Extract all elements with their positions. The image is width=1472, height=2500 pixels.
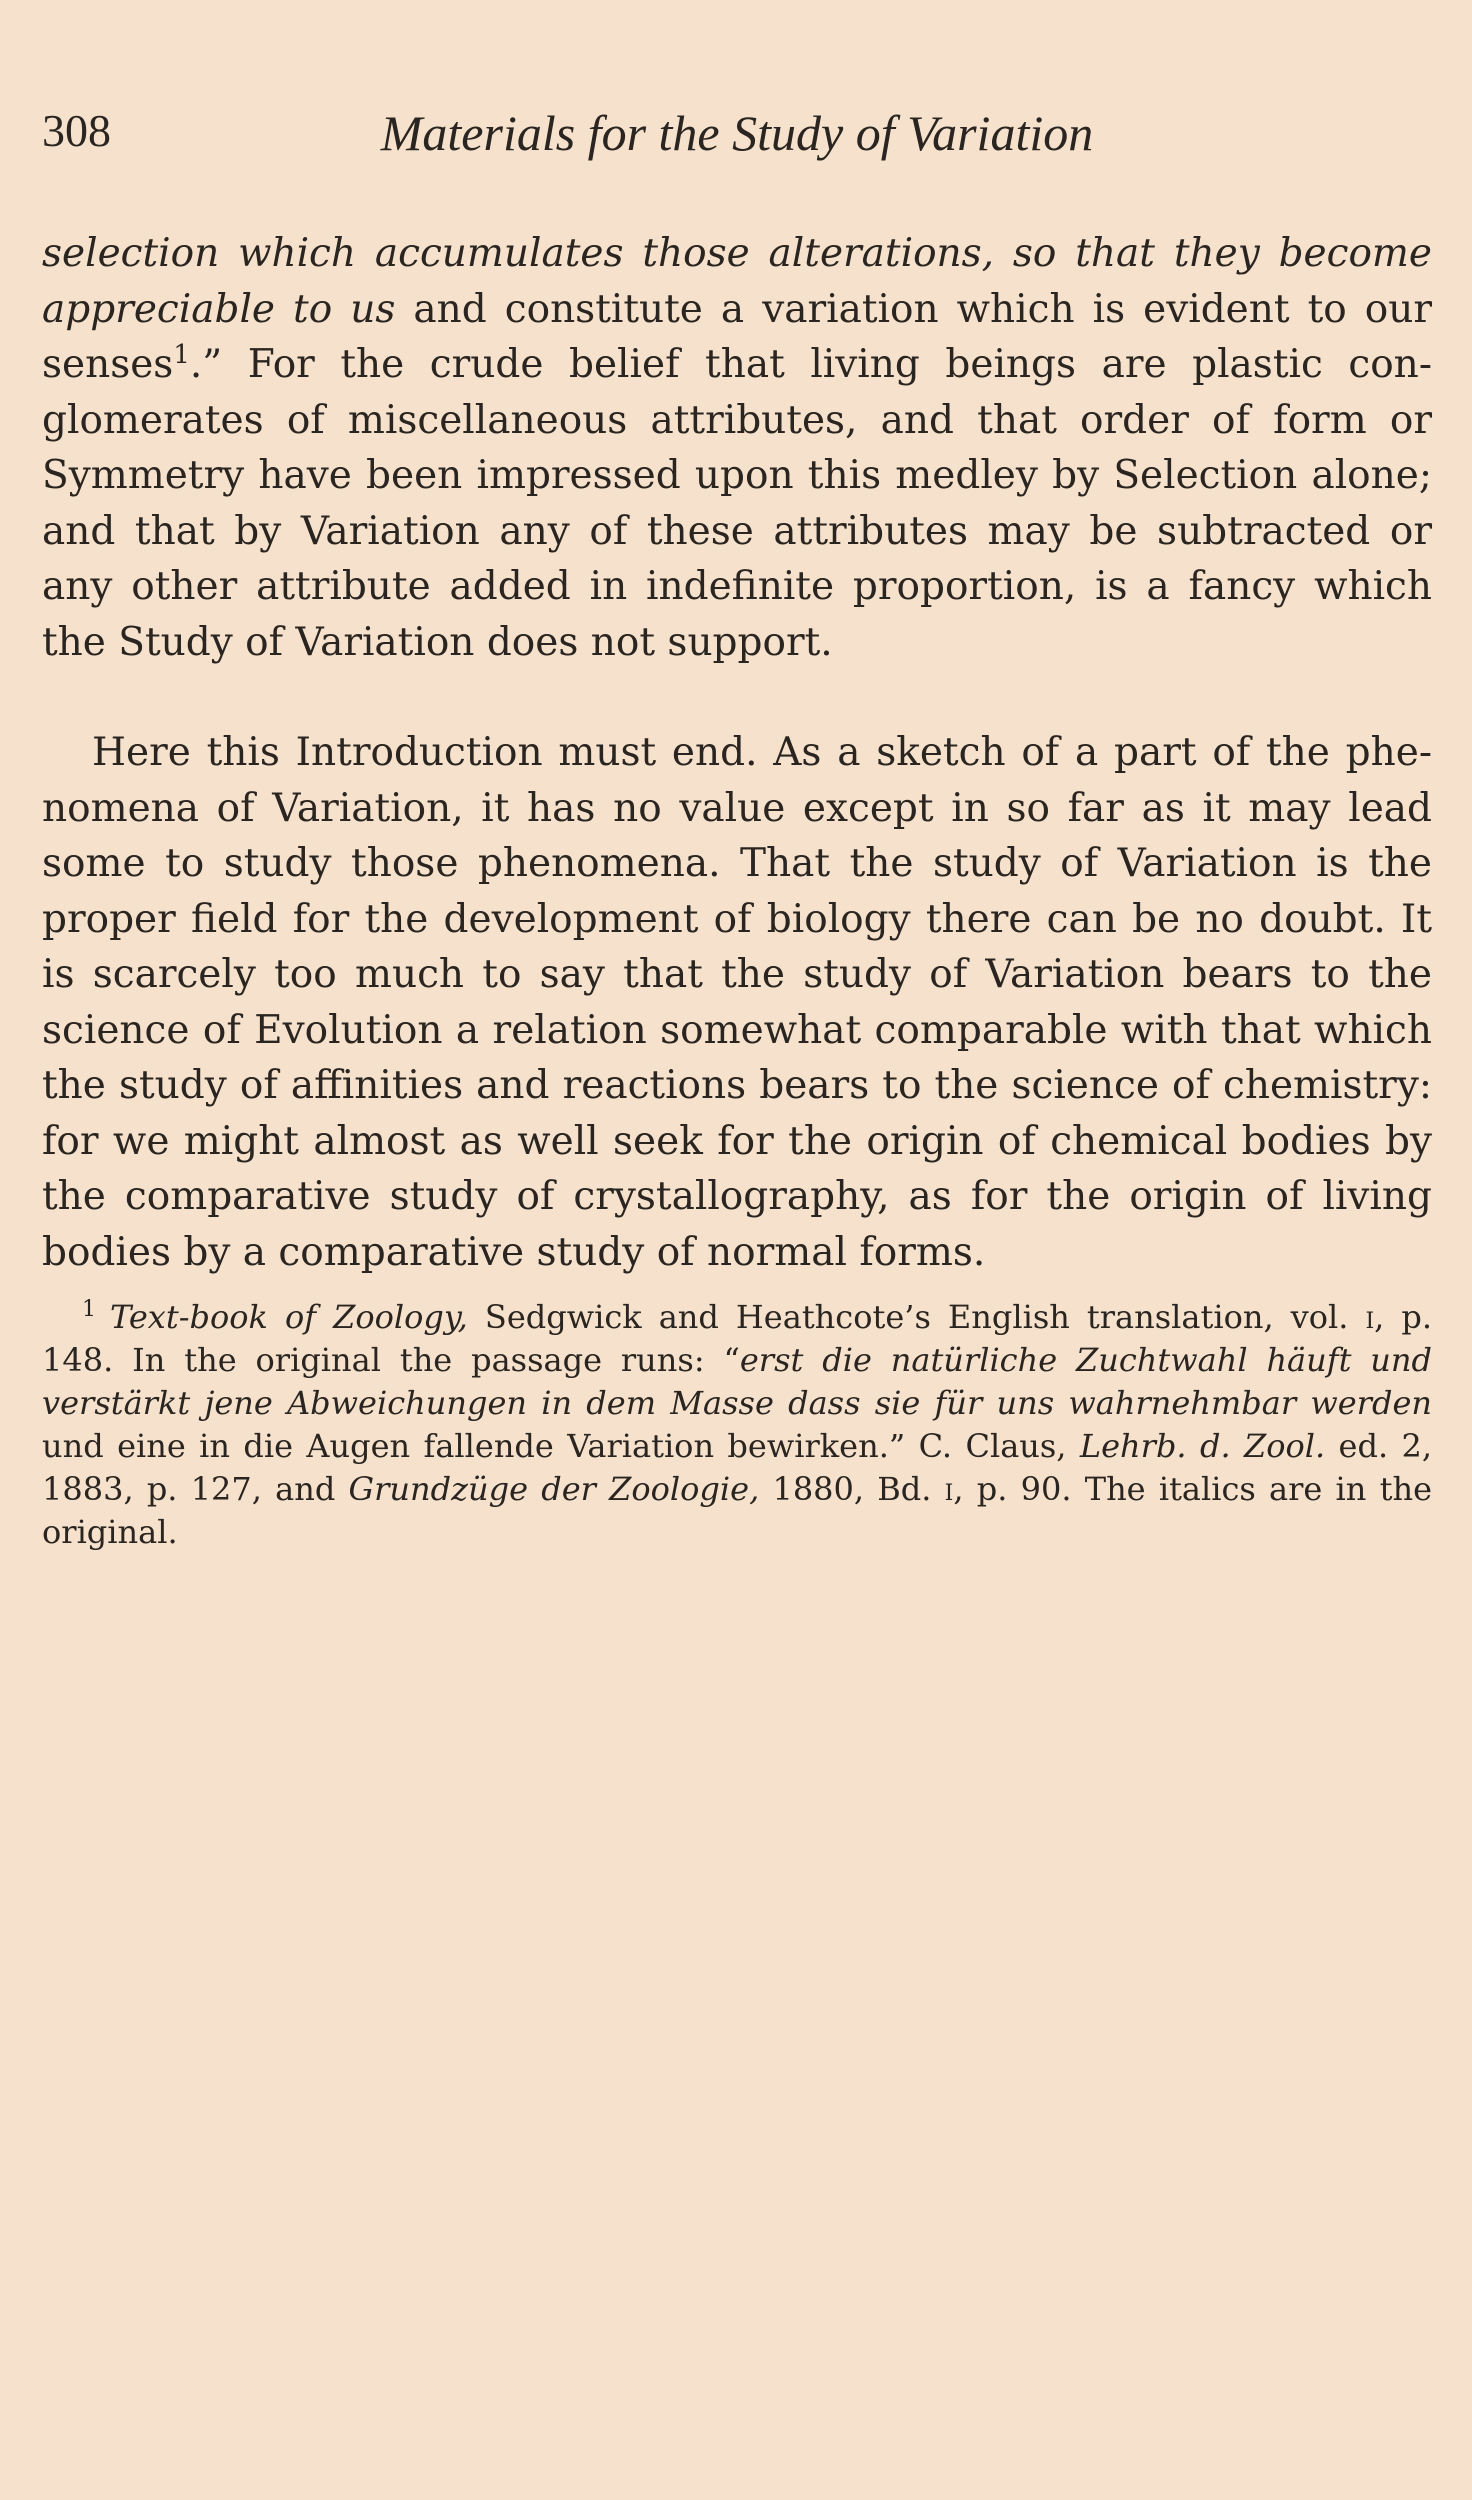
footnote-seg-2: , p. 148. In the original the passage runs: “: [42, 1298, 1433, 1379]
paragraph-1: [42, 226, 1432, 670]
footnote-seg-4: ed. 2, 1883, p. 127, and: [42, 1427, 1433, 1508]
footnote-grundzuge: Grundzüge der Zoologie,: [348, 1470, 760, 1508]
footnote-lehrb: Lehrb. d. Zool.: [1079, 1427, 1326, 1465]
footnote-book-title: Text-book of Zoology,: [110, 1298, 468, 1336]
footnote-reference[interactable]: 1: [173, 340, 190, 370]
footnote-seg-6: , p. 90. The italics are in the original.: [42, 1470, 1433, 1551]
body-text: [42, 226, 1432, 1280]
footnote-volume-2: i: [944, 1470, 954, 1508]
footnote-german-quote: erst die natürliche Zuchtwahl häuft und verstärkt jene Abweichungen in dem Masse dass sie für uns wahrnehmbar werden: [42, 1341, 1433, 1422]
footnote-seg-3: und eine in die Augen fallende Variation bewirken.” C. Claus,: [42, 1427, 1080, 1465]
italic-lead: selection which accumulates those alterations, so that they become appreciable to us: [42, 231, 1432, 332]
page-number: 308: [42, 105, 111, 156]
paragraph-1-text-b: .” For the crude belief that living beings are plastic conglomerates of miscellaneous attributes, and that order of form or Symmetry have been impressed upon this medley by Selection alone; and that by Variation any of these attributes may be subtracted or any other attribute added in indefinite proportion, is a fancy which the Study of Variation does not support.: [42, 342, 1432, 665]
footnote-seg-5: 1880, Bd.: [759, 1470, 945, 1508]
footnote-volume-1: i: [1365, 1298, 1375, 1336]
paragraph-1-text-a: and constitute a variation which is evident to our senses: [42, 286, 1432, 387]
running-title: Materials for the Study of Variation: [380, 105, 1094, 161]
footnote-seg-1: Sedgwick and Heathcote’s English translation, vol.: [467, 1298, 1366, 1336]
footnote: [42, 1296, 1432, 1554]
footnote-mark: 1: [82, 1297, 96, 1323]
paragraph-2: Here this Introduction must end. As a sketch of a part of the phenomena of Variation, it has no value except in so far as it may lead some to study those phenomena. That the study of Variation is the proper field for the development of biology there can be no doubt. It is scarcely too much to say that the study of Variation bears to the science of Evolution a relation somewhat comparable with that which the study of affinities and reactions bears to the science of chemistry: for we might almost as well seek for the origin of chemical bodies by the comparative study of crystallography, as for the origin of living bodies by a comparative study of normal forms.: [42, 730, 1432, 1275]
running-head: [42, 100, 1432, 170]
